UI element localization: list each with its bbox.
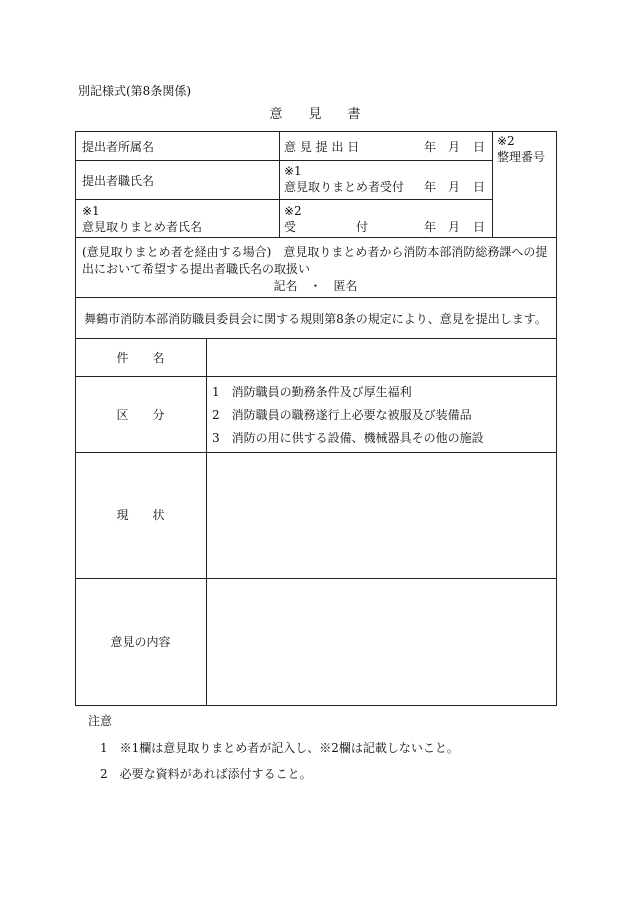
submission-date-label: 意 見 提 出 日: [284, 140, 360, 154]
current-status-field[interactable]: [207, 453, 556, 578]
category-option-2[interactable]: 2 消防職員の職務遂行上必要な被服及び装備品: [212, 408, 472, 422]
notes-title: 注意: [88, 714, 113, 728]
submitter-position-label: 提出者職氏名: [82, 174, 155, 188]
note-item-2: 2 必要な資料があれば添付すること。: [100, 767, 312, 781]
ref-number-label: 整理番号: [497, 150, 546, 164]
subject-label: 件 名: [116, 351, 165, 365]
submitter-affiliation-label: 提出者所属名: [82, 140, 155, 154]
acceptance-note: ※2: [284, 204, 302, 218]
compiler-note: ※1: [82, 204, 100, 218]
year-label: 年: [424, 180, 437, 194]
month-label: 月: [448, 140, 461, 154]
subject-field[interactable]: [207, 339, 556, 376]
note-item-1: 1 ※1欄は意見取りまとめ者が記入し、※2欄は記載しないこと。: [100, 741, 459, 755]
page-title: 意 見 書: [269, 107, 361, 122]
year-label: 年: [424, 220, 437, 234]
category-option-3[interactable]: 3 消防の用に供する設備、機械器具その他の施設: [212, 431, 484, 445]
day-label: 日: [473, 220, 486, 234]
ref-note: ※2: [497, 134, 515, 148]
year-label: 年: [424, 140, 437, 154]
form-label: 別記様式(第8条関係): [78, 84, 191, 98]
receipt-label: 意見取りまとめ者受付: [284, 180, 405, 194]
month-label: 月: [448, 220, 461, 234]
submission-statement: 舞鶴市消防本部消防職員委員会に関する規則第8条の規定により、意見を提出します。: [84, 312, 547, 326]
compiler-name-label: 意見取りまとめ者氏名: [82, 220, 203, 234]
day-label: 日: [473, 140, 486, 154]
acceptance-label: 受 付: [284, 220, 369, 234]
category-label: 区 分: [116, 408, 165, 422]
name-option-selector[interactable]: 記名 ・ 匿名: [273, 279, 358, 293]
opinion-content-field[interactable]: [207, 579, 556, 705]
category-option-1[interactable]: 1 消防職員の勤務条件及び厚生福利: [212, 385, 412, 399]
day-label: 日: [473, 180, 486, 194]
month-label: 月: [448, 180, 461, 194]
current-status-label: 現 状: [116, 508, 165, 522]
opinion-content-label: 意見の内容: [110, 635, 171, 649]
receipt-note: ※1: [284, 164, 302, 178]
intermediary-text-line1: (意見取りまとめ者を経由する場合) 意見取りまとめ者から消防本部消防総務課への提: [82, 245, 548, 259]
intermediary-text-line2: 出において希望する提出者職氏名の取扱い: [82, 262, 311, 276]
